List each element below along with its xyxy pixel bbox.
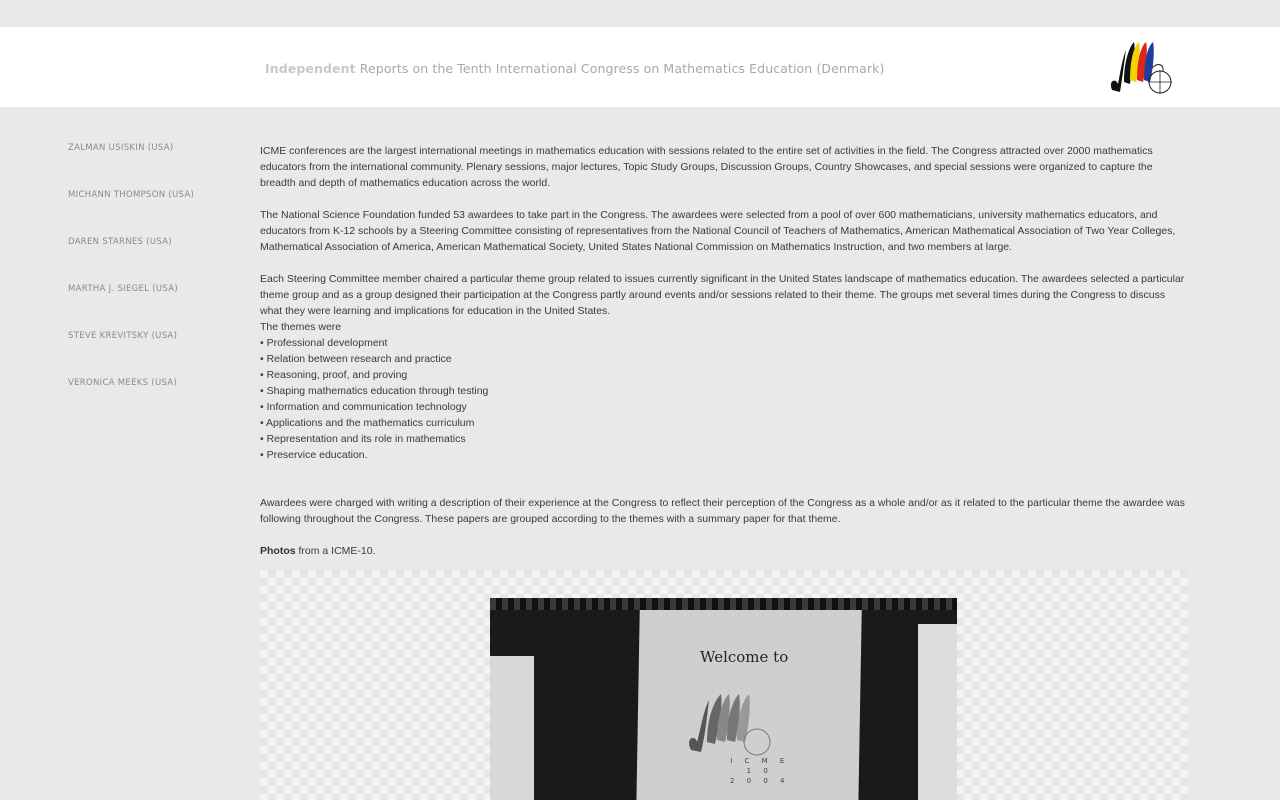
main-content [260,143,1188,575]
sidebar-item-zalman-usiskin[interactable]: ZALMAN USISKIN (USA) [68,143,174,153]
theme-item: • Preservice education. [260,449,368,461]
page-title [265,61,884,76]
sidebar-item-michann-thompson[interactable]: MICHANN THOMPSON (USA) [68,190,195,200]
theme-item: • Reasoning, proof, and proving [260,369,408,381]
theme-item: • Relation between research and practice [260,353,452,365]
stage-truss [490,598,957,610]
photos-link[interactable]: Photos [260,545,296,557]
spacer [260,463,1188,495]
side-banner [490,656,534,800]
sidebar-item-veronica-meeks[interactable]: VERONICA MEEKS (USA) [68,378,178,388]
page-title-rest: Reports on the Tenth International Congress on Mathematics Education (Denmark) [359,61,885,76]
theme-item: • Professional development [260,337,388,349]
nsf-paragraph: The National Science Foundation funded 53 awardees to take part in the Congress. The awardees were selected from a pool of over 600 mathematicians, university mathematics educators, and educators from K-12 schools by a Steering Committee consisting of representatives from the National Council of Teachers of Mathematics, American Mathematical Association of Two Year Colleges, Mathematical Association of America, American Mathematical Society, United States National Commission on Mathematics Instruction, and two members at large. [260,209,1176,253]
steering-paragraph: Each Steering Committee member chaired a particular theme group related to issues currently significant in the United States landscape of mathematics education. The awardees selected a particular theme group and as a group designed their participation at the Congress partly around events and/or sessions related to their theme. The groups met several times during the Congress to discuss what they were learning and implications for education in the United States. [260,273,1185,317]
screen-logo-icon [685,690,775,760]
page-title-highlight: Independent [265,61,356,76]
theme-item: • Information and communication technology [260,401,467,413]
congress-photo[interactable] [490,598,957,800]
themes-list [260,335,1188,463]
photos-line [260,543,1188,559]
side-screen [918,624,957,800]
sidebar-item-martha-siegel[interactable]: MARTHA J. SIEGEL (USA) [68,284,178,294]
photo-slideshow[interactable] [260,570,1188,800]
photos-caption: from a ICME-10. [295,545,376,557]
sidebar-nav [68,143,194,425]
sidebar-item-daren-starnes[interactable]: DAREN STARNES (USA) [68,237,172,247]
icme-letters: I C M E 1 0 2 0 0 4 [730,757,790,785]
theme-item: • Shaping mathematics education through testing [260,385,489,397]
intro-paragraph: ICME conferences are the largest international meetings in mathematics education with sessions related to the entire set of activities in the field. The Congress attracted over 2000 mathematics educators from the international community. Plenary sessions, major lectures, Topic Study Groups, Discussion Groups, Country Showcases, and special sessions were organized to capture the breadth and depth of mathematics education across the world. [260,145,1153,189]
icme10-logo-icon[interactable] [1108,40,1172,96]
themes-intro: The themes were [260,321,342,333]
theme-item: • Representation and its role in mathematics [260,433,466,445]
awardees-paragraph: Awardees were charged with writing a description of their experience at the Congress to reflect their perception of the Congress as a whole and/or as it related to the particular theme the awardee was following throughout the Congress. These papers are grouped according to the themes with a summary paper for that theme. [260,497,1185,525]
sidebar-item-steve-krevitsky[interactable]: STEVE KREVITSKY (USA) [68,331,178,341]
theme-item: • Applications and the mathematics curriculum [260,417,475,429]
welcome-text: Welcome to [700,648,789,666]
